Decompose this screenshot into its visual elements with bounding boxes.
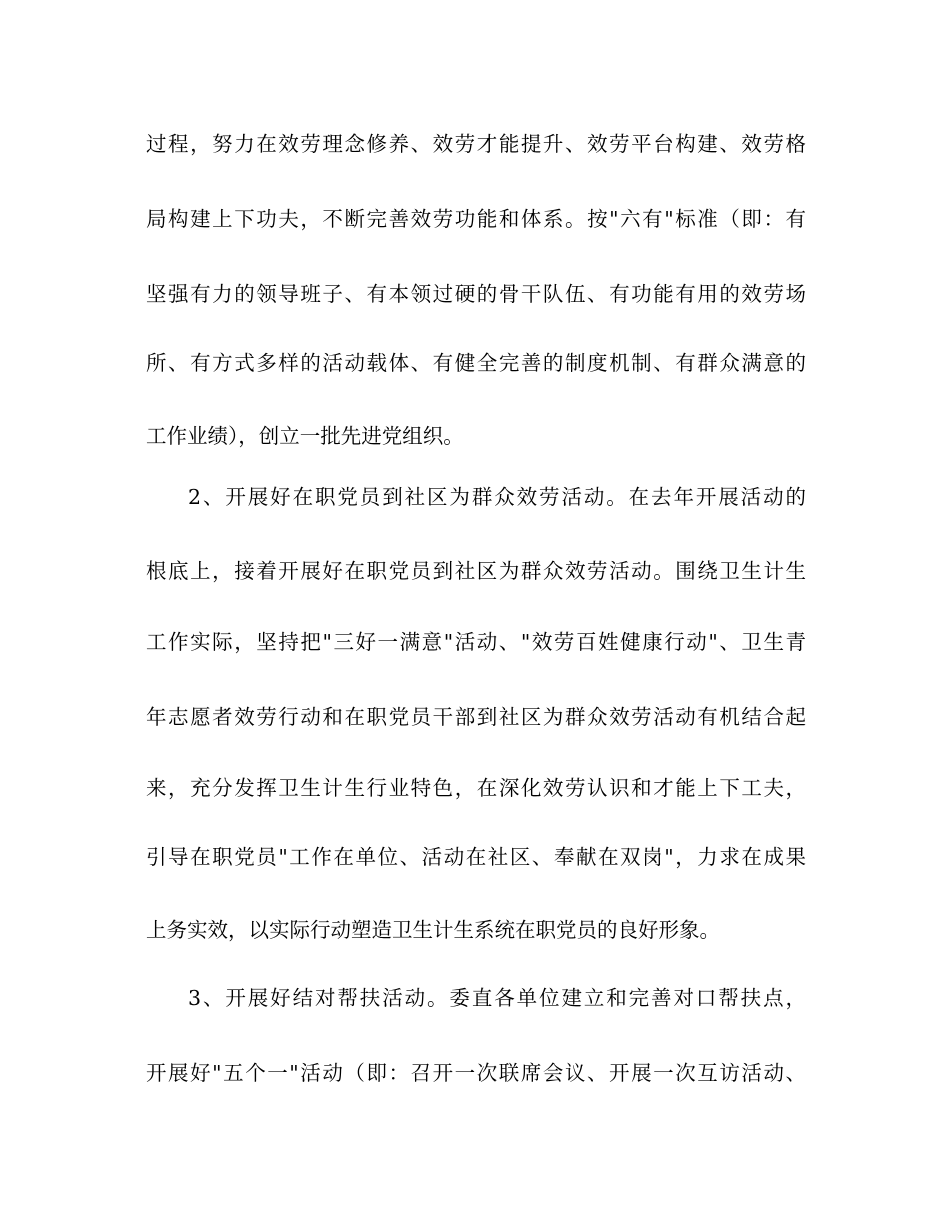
text-line: 工作业绩），创立一批先进党组织。 bbox=[146, 424, 464, 448]
paragraph-start-line: 3、开展好结对帮扶活动。委直各单位建立和完善对口帮扶点， bbox=[188, 986, 806, 1010]
paragraph-start-line: 2、开展好在职党员到社区为群众效劳活动。在去年开展活动的 bbox=[188, 485, 806, 509]
text-line: 根底上，接着开展好在职党员到社区为群众效劳活动。围绕卫生计生 bbox=[146, 559, 806, 583]
text-line: 工作实际，坚持把"三好一满意"活动、"效劳百姓健康行动"、卫生青 bbox=[146, 630, 806, 654]
text-line: 所、有方式多样的活动载体、有健全完善的制度机制、有群众满意的 bbox=[146, 351, 806, 375]
text-line: 年志愿者效劳行动和在职党员干部到社区为群众效劳活动有机结合起 bbox=[146, 705, 806, 729]
text-line: 过程，努力在效劳理念修养、效劳才能提升、效劳平台构建、效劳格 bbox=[146, 132, 806, 156]
text-line: 上务实效，以实际行动塑造卫生计生系统在职党员的良好形象。 bbox=[146, 918, 720, 942]
text-line: 引导在职党员"工作在单位、活动在社区、奉献在双岗"，力求在成果 bbox=[146, 845, 806, 869]
text-line: 局构建上下功夫，不断完善效劳功能和体系。按"六有"标准（即：有 bbox=[146, 207, 806, 231]
text-line: 来，充分发挥卫生计生行业特色，在深化效劳认识和才能上下工夫， bbox=[146, 776, 806, 800]
text-line: 开展好"五个一"活动（即：召开一次联席会议、开展一次互访活动、 bbox=[146, 1061, 806, 1085]
text-line: 坚强有力的领导班子、有本领过硬的骨干队伍、有功能有用的效劳场 bbox=[146, 282, 806, 306]
